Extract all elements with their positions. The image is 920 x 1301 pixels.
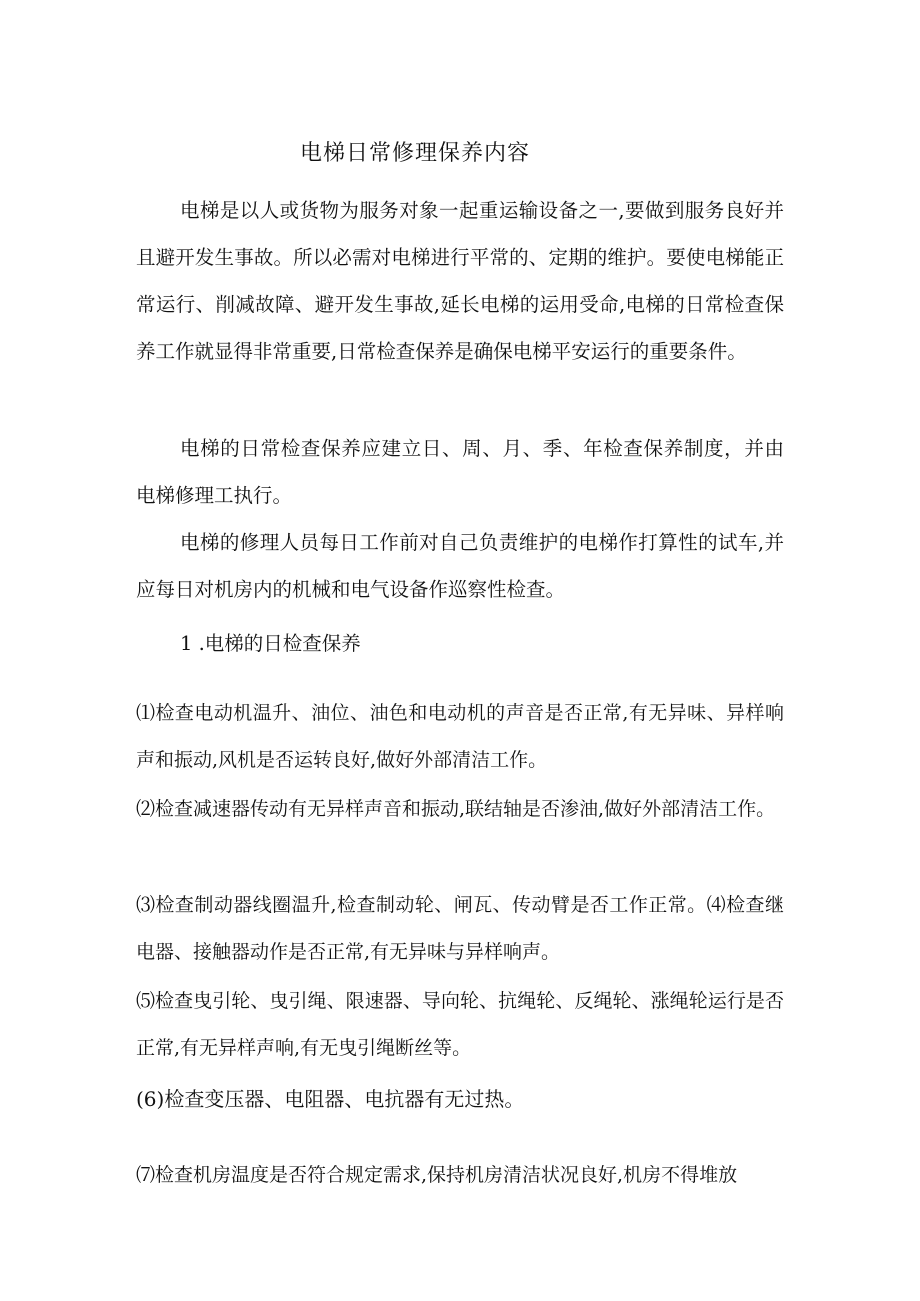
list-item: ⑺检查机房温度是否符合规定需求,保持机房清洁状况良好,机房不得堆放 [136, 1164, 738, 1186]
section-heading: 1 .电梯的日检查保养 [180, 632, 361, 655]
list-item: ⑴检查电动机温升、油位、油色和电动机的声音是否正常,有无异味、异样响声和振动,风机是否运转良好,做好外部清洁工作。 [136, 702, 784, 771]
intro-paragraph: 电梯是以人或货物为服务对象一起重运输设备之一,要做到服务良好并且避开发生事故。所以必需对电梯进行平常的、定期的维护。要使电梯能正常运行、削减故障、避开发生事故,延长电梯的运用受命,电梯的日常检查保养工作就显得非常重要,日常检查保养是确保电梯平安运行的重要条件。 [136, 199, 784, 363]
daily-check-paragraph: 电梯的修理人员每日工作前对自己负责维护的电梯作打算性的试车,并应每日对机房内的机械和电气设备作巡察性检查。 [136, 531, 784, 601]
document-title: 电梯日常修理保养内容 [300, 141, 531, 166]
list-item: ⑶检查制动器线圈温升,检查制动轮、闸瓦、传动臂是否工作正常。⑷检查继电器、接触器动作是否正常,有无异味与异样响声。 [136, 894, 784, 963]
list-item: ⑸检查曳引轮、曳引绳、限速器、导向轮、抗绳轮、反绳轮、涨绳轮运行是否正常,有无异样声响,有无曳引绳断丝等。 [136, 990, 784, 1059]
schedule-paragraph: 电梯的日常检查保养应建立日、周、月、季、年检查保养制度，并由电梯修理工执行。 [136, 437, 784, 507]
list-item: ⑵检查减速器传动有无异样声音和振动,联结轴是否渗油,做好外部清洁工作。 [136, 798, 776, 820]
list-item: (6)检查变压器、电阻器、电抗器有无过热。 [136, 1087, 525, 1111]
